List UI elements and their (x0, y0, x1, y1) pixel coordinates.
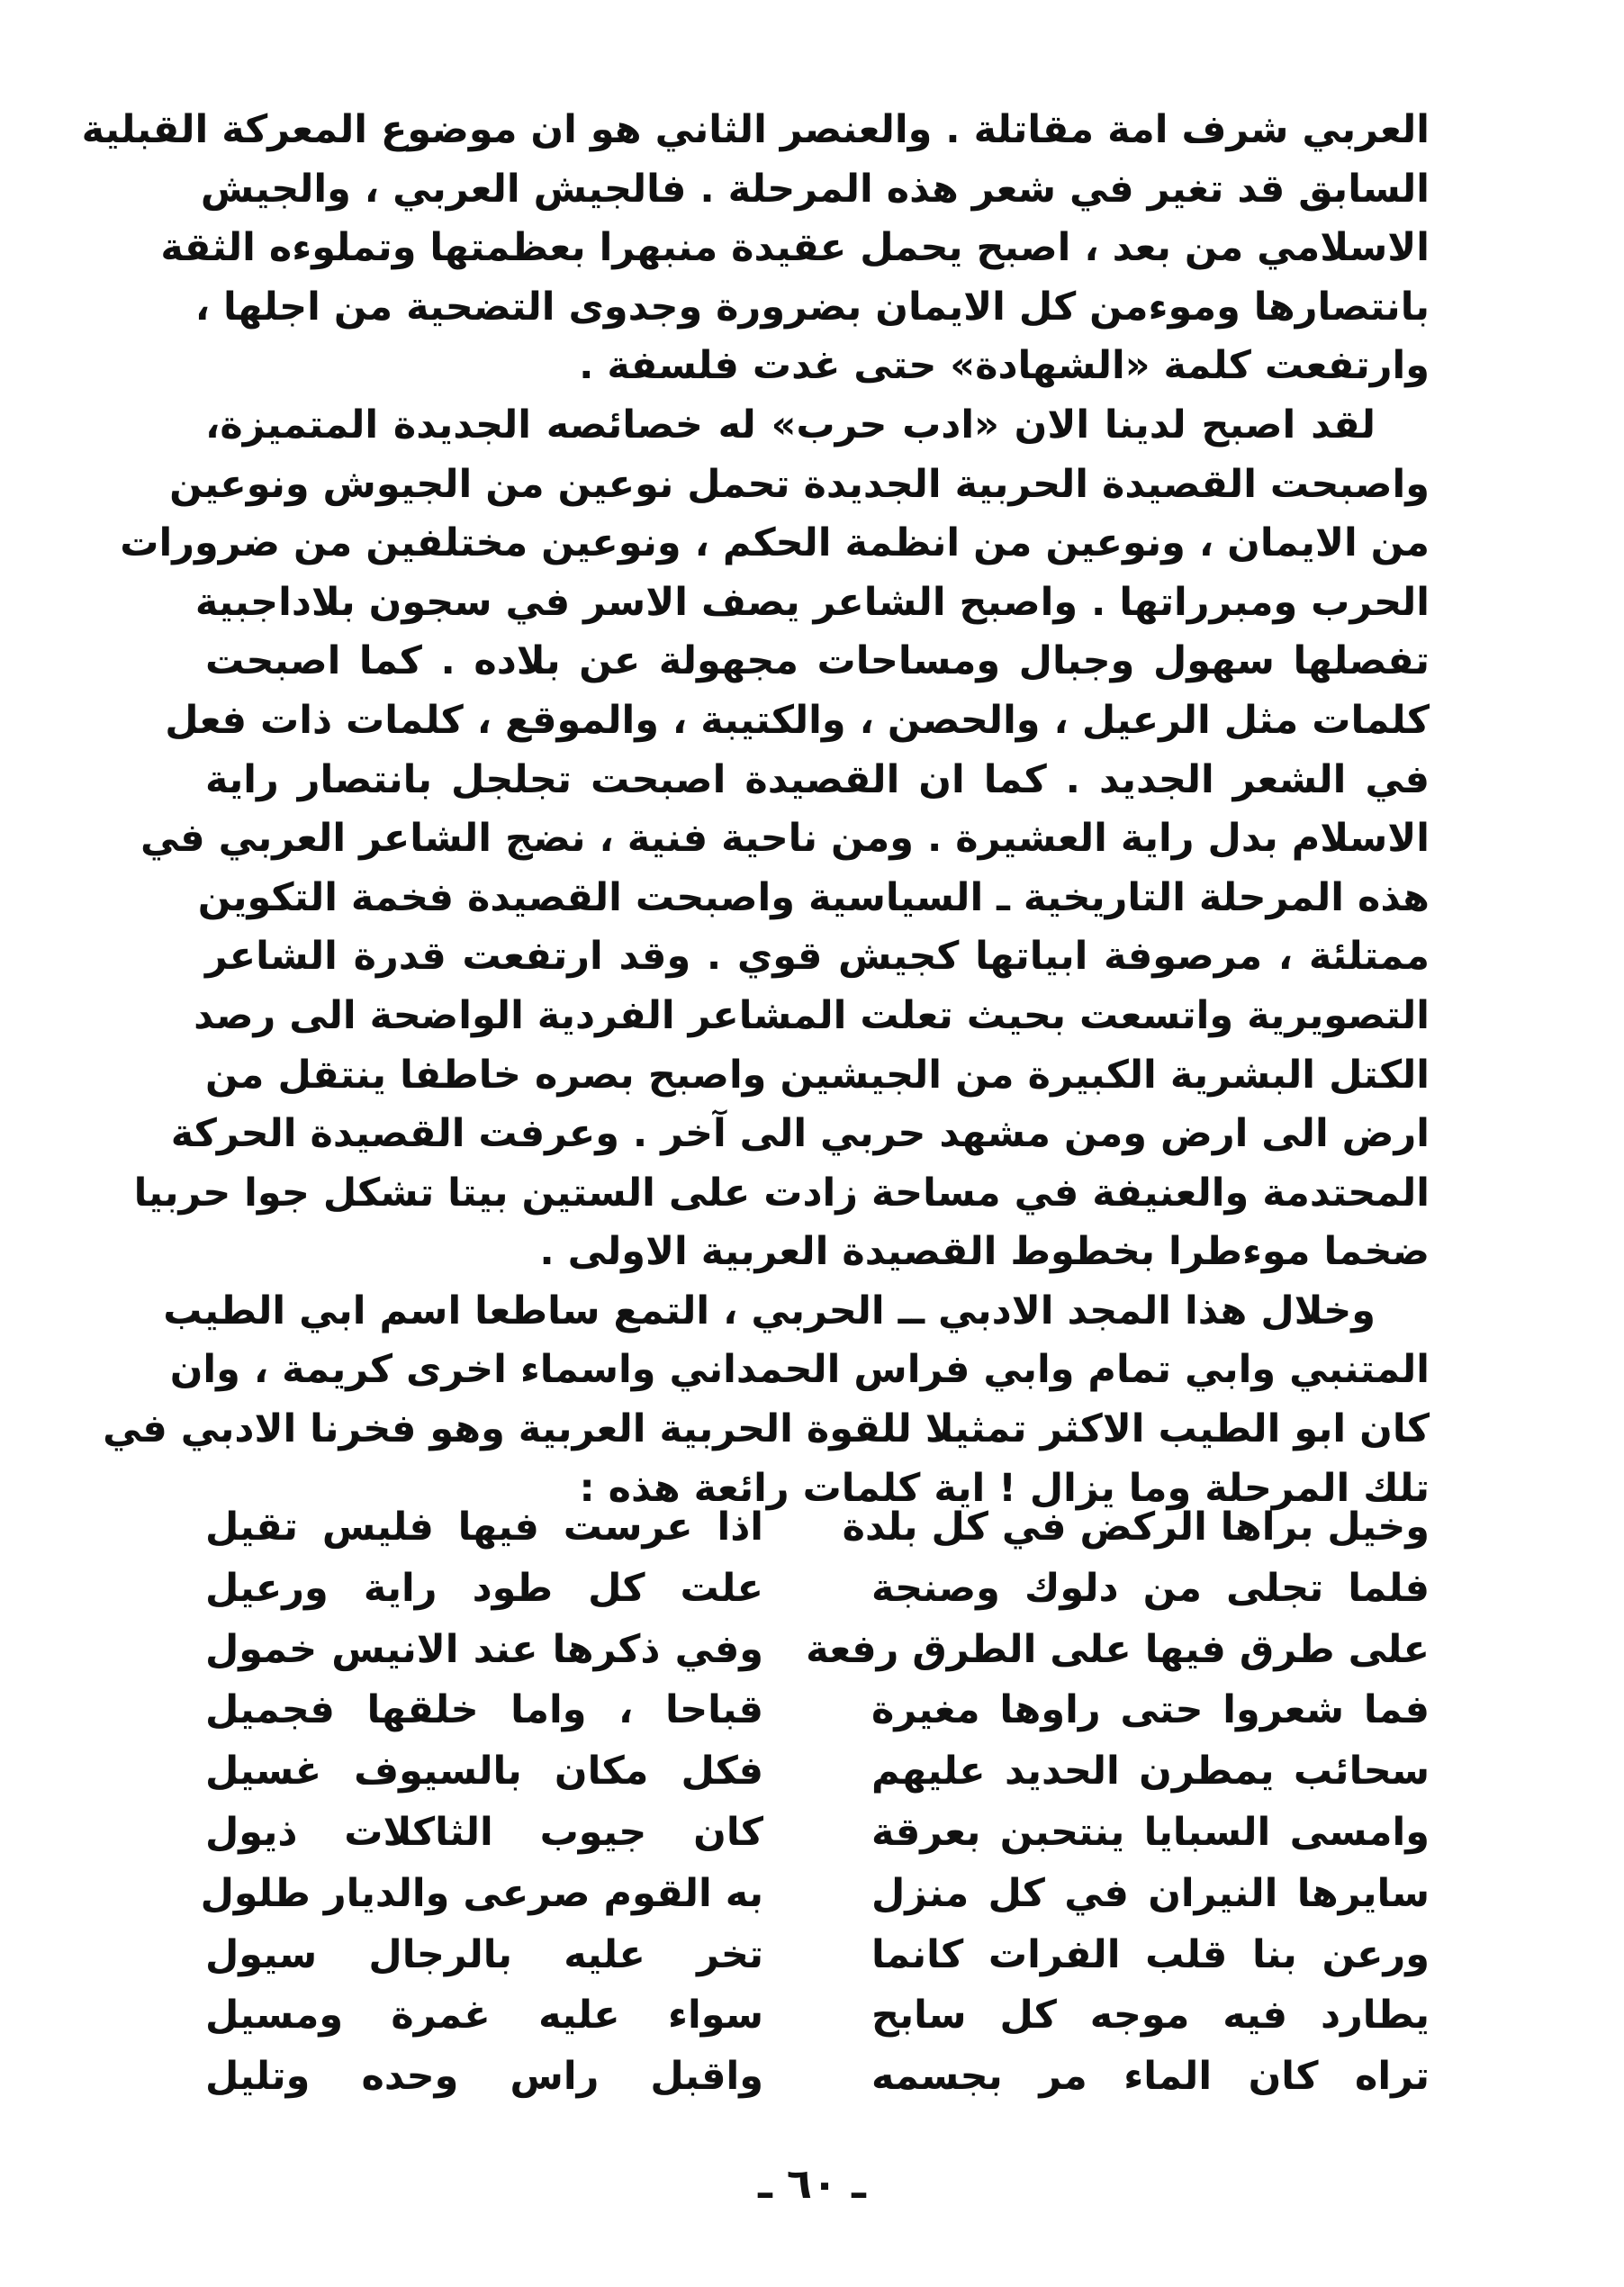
prose-text (81, 101, 1430, 1518)
poem-verse: واقبل راس وحده وتليل (205, 2054, 763, 2100)
poem-verse: وامسى السبايا ينتحبن بعرقة (871, 1809, 1430, 1855)
poem-verse: تخر عليه بالرجال سيول (205, 1931, 763, 1977)
poem-verse: قباحا ، واما خلقها فجميل (205, 1687, 763, 1733)
text-line: وارتفعت كلمة «الشهادة» حتى غدت فلسفة . (579, 343, 1430, 389)
poem-verse: سواء عليه غمرة ومسيل (205, 1993, 763, 2038)
poem-verse: على طرق فيها على الطرق رفعة (806, 1626, 1430, 1672)
poem-verse: يطارد فيه موجه كل سابح (871, 1993, 1430, 2038)
poem-verse: تراه كان الماء مر بجسمه (871, 2054, 1430, 2100)
text-line: وخلال هذا المجد الادبي ــ الحربي ، التمع ساطعا اسم ابي الطيب (163, 1288, 1376, 1333)
text-line: السابق قد تغير في شعر هذه المرحلة . فالجيش العربي ، والجيش (200, 166, 1430, 212)
poem-verse: فما شعروا حتى راوها مغيرة (871, 1687, 1430, 1733)
poem-verse: سايرها النيران في كل منزل (871, 1870, 1430, 1916)
poem-verse: علت كل طود راية ورعيل (205, 1565, 763, 1611)
text-line: المتنبي وابي تمام وابي فراس الحمداني واسماء اخرى كريمة ، وان (169, 1347, 1430, 1393)
poem-verse: اذا عرست فيها فليس تقيل (205, 1505, 763, 1550)
poem-verse: وفي ذكرها عند الانيس خمول (205, 1626, 763, 1672)
poem-second-hemistichs (200, 1497, 763, 2108)
text-line: كان ابو الطيب الاكثر تمثيلا للقوة الحربية العربية وهو فخرنا الادبي في (103, 1406, 1430, 1452)
poem-verse: سحائب يمطرن الحديد عليهم (871, 1749, 1430, 1794)
poem-verse: ورعن بنا قلب الفرات كانما (871, 1931, 1430, 1977)
text-line: الكتل البشرية الكبيرة من الجيشين واصبح بصره خاطفا ينتقل من (205, 1052, 1430, 1098)
poem-verse: وخيل براها الركض في كل بلدة (842, 1505, 1430, 1550)
poem-verse: فكل مكان بالسيوف غسيل (205, 1749, 763, 1794)
text-line: الاسلامي من بعد ، اصبح يحمل عقيدة منبهرا بعظمتها وتملوءه الثقة (160, 225, 1430, 271)
text-line: المحتدمة والعنيفة في مساحة زادت على الستين بيتا تشكل جوا حربيا (133, 1170, 1430, 1216)
text-line: من الايمان ، ونوعين من انظمة الحكم ، ونوعين مختلفين من ضرورات (120, 520, 1430, 566)
text-line: واصبحت القصيدة الحربية الجديدة تحمل نوعين من الجيوش ونوعين (169, 461, 1430, 507)
poem-first-hemistichs (806, 1497, 1430, 2108)
text-line: في الشعر الجديد . كما ان القصيدة اصبحت تجلجل بانتصار راية (205, 756, 1430, 802)
text-line: لقد اصبح لدينا الان «ادب حرب» له خصائصه الجديدة المتميزة، (205, 402, 1376, 447)
text-line: كلمات مثل الرعيل ، والحصن ، والكتيبة ، والموقع ، كلمات ذات فعل (165, 697, 1430, 743)
text-line: ممتلئة ، مرصوفة ابياتها كجيش قوي . وقد ارتفعت قدرة الشاعر (205, 934, 1430, 980)
text-line: العربي شرف امة مقاتلة . والعنصر الثاني هو ان موضوع المعركة القبلية (81, 107, 1430, 152)
poem-verse: به القوم صرعى والديار طلول (200, 1870, 763, 1916)
text-line: بانتصارها وموءمن كل الايمان بضرورة وجدوى التضحية من اجلها ، (194, 284, 1430, 330)
text-line: ارض الى ارض ومن مشهد حربي الى آخر . وعرفت القصيدة الحركة (170, 1111, 1430, 1157)
text-line: تلك المرحلة وما يزال ! اية كلمات رائعة هذه : (579, 1465, 1430, 1511)
text-line: ضخما موءطرا بخطوط القصيدة العربية الاولى . (539, 1229, 1430, 1275)
text-line: تفصلها سهول وجبال ومساحات مجهولة عن بلاده . كما اصبحت (205, 638, 1430, 684)
poem (200, 1497, 1430, 2128)
text-line: التصويرية واتسعت بحيث تعلت المشاعر الفردية الواضحة الى رصد (194, 992, 1430, 1038)
poem-verse: فلما تجلى من دلوك وصنجة (871, 1565, 1430, 1611)
poem-verse: كان جيوب الثاكلات ذيول (205, 1809, 763, 1855)
text-line: الاسلام بدل راية العشيرة . ومن ناحية فنية ، نضج الشاعر العربي في (140, 816, 1430, 862)
text-line: هذه المرحلة التاريخية ـ السياسية واصبحت القصيدة فخمة التكوين (197, 874, 1430, 920)
text-line: الحرب ومبرراتها . واصبح الشاعر يصف الاسر في سجون بلاداجبية (194, 579, 1430, 625)
page-number: ـ ٦٠ ـ (758, 2159, 866, 2208)
